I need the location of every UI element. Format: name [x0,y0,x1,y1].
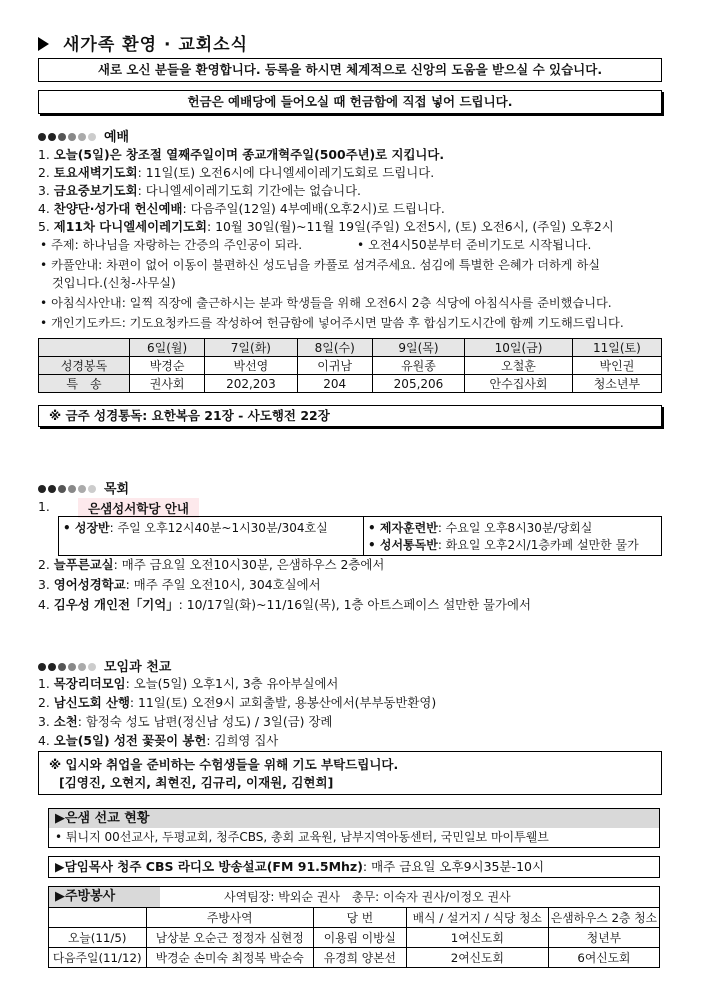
education-item-3: 3. 영어성경학교: 매주 주일 오전10시, 304호실에서 [38,577,321,592]
sub-prayer-card: • 개인기도카드: 기도요청카드를 작성하여 헌금함에 넣어주시면 말씀 후 합심기도시간에 함께 기도해드립니다. [40,316,624,330]
education-item-4: 4. 김우성 개인전「기억」: 10/17일(화)~11/16일(목), 1층 아트스페이스 설만한 물가에서 [38,597,531,612]
sub-carpool: • 카풀안내: 차편이 없어 이동이 불편하신 성도님을 카풀로 섬겨주세요. 섬김에 특별한 은혜가 더하게 하실 [40,258,601,272]
sub-breakfast: • 아침식사안내: 일찍 직장에 출근하시는 분과 학생들을 위해 오전6시 2층 식당에 아침식사를 준비했습니다. [40,296,612,310]
radio-box: ▶담임목사 청주 CBS 라디오 방송설교(FM 91.5Mhz): 매주 금요일 오후9시35분-10시 [48,856,660,878]
sub-carpool-cont: 것입니다.(신청-사무실) [52,276,176,290]
triangle-bullet-icon [38,37,49,51]
bible-reading-box: ※ 금주 성경통독: 요한복음 21장 - 사도행전 22장 [38,405,662,427]
worship-item-3: 3. 금요중보기도회: 다니엘세이레기도회 기간에는 없습니다. [38,183,361,198]
study-label: 은샘성서학당 안내 [78,498,199,518]
prayer-request-box: ※ 입시와 취업을 준비하는 수험생들을 위해 기도 부탁드립니다. [김영진, 오현지, 최현진, 김규리, 이재원, 김현희] [38,751,662,795]
study-table [58,516,662,556]
dots-icon [38,660,98,674]
fellowship-item-2: 2. 남신도회 산행: 11일(토) 오전9시 교회출발, 용봉산에서(부부동반환영) [38,695,437,710]
mission-box: ▶은샘 선교 현황 • 튀니지 00선교사, 두평교회, 청주CBS, 총회 교육원, 남부지역아동센터, 국민일보 마이투웰브 [48,808,660,848]
offering-note-box: 헌금은 예배당에 들어오실 때 헌금함에 직접 넣어 드립니다. [38,90,662,114]
sub-theme: • 주제: 하나님을 자랑하는 간증의 주인공이 되라. [40,238,303,252]
table-row: 다음주일(11/12) 박경순 손미숙 최정복 박순숙 유경희 양본선 2여신도회 6여신도회 [49,948,660,968]
table-row: 오늘(11/5) 남상분 오순근 정정자 심현정 이용림 이방실 1여신도회 청년부 [49,928,660,948]
sub-prep: • 오전4시50분부터 준비기도로 시작됩니다. [357,238,592,252]
page-title: 새가족 환영 · 교회소식 [38,30,248,55]
table-row: 주방사역 당 번 배식 / 설거지 / 식당 청소 은샘하우스 2층 청소 [49,908,660,928]
fellowship-item-4: 4. 오늘(5일) 성전 꽃꽂이 봉헌: 김희영 집사 [38,733,279,748]
welcome-box: 새로 오신 분들을 환영합니다. 등록을 하시면 체계적으로 신앙의 도움을 받으실 수 있습니다. [38,58,662,82]
schedule-table [38,338,662,393]
fellowship-heading: 모임과 천교 [38,656,171,675]
education-heading: 목회 [38,478,129,497]
worship-heading: 예배 [38,126,129,145]
dots-icon [38,130,98,144]
fellowship-item-1: 1. 목장리더모임: 오늘(5일) 오후1시, 3층 유아부실에서 [38,676,339,691]
table-row: 특 송 권사회 202,203 204 205,206 안수집사회 청소년부 [39,375,662,393]
dots-icon [38,482,98,496]
service-header: ▶주방봉사 사역팀장: 박외순 권사 총무: 이숙자 권사/이정오 권사 [48,886,660,908]
table-row [59,517,662,556]
worship-item-5: 5. 제11차 다니엘세이레기도회: 10월 30일(월)~11월 19일(주일) 오전5시, (토) 오전6시, (주일) 오후2시 [38,219,614,234]
worship-item-1: 1. 오늘(5일)은 창조절 열째주일이며 종교개혁주일(500주년)로 지킵니다. [38,147,445,162]
table-row: 성경봉독 박경순 박선영 이귀남 유원종 오철훈 박인권 [39,357,662,375]
study-right: • 제자훈련반: 수요일 오후8시30분/당회실 • 성서통독반: 화요일 오후2시/1층카페 설만한 물가 [364,517,662,556]
study-left: • 성장반: 주일 오후12시40분~1시30분/304호실 [59,517,364,556]
education-item-2: 2. 늘푸른교실: 매주 금요일 오전10시30분, 은샘하우스 2층에서 [38,557,385,572]
service-table [48,907,660,968]
fellowship-item-3: 3. 소천: 함정숙 성도 남편(정신남 성도) / 3일(금) 장례 [38,714,333,729]
table-row: 6일(월) 7일(화) 8일(수) 9일(목) 10일(금) 11일(토) [39,339,662,357]
worship-item-4: 4. 찬양단·성가대 헌신예배: 다음주일(12일) 4부예배(오후2시)로 드립니다. [38,201,445,216]
education-item-1-num: 1. [38,499,50,514]
worship-item-2: 2. 토요새벽기도회: 11일(토) 오전6시에 다니엘세이레기도회로 드립니다. [38,165,435,180]
